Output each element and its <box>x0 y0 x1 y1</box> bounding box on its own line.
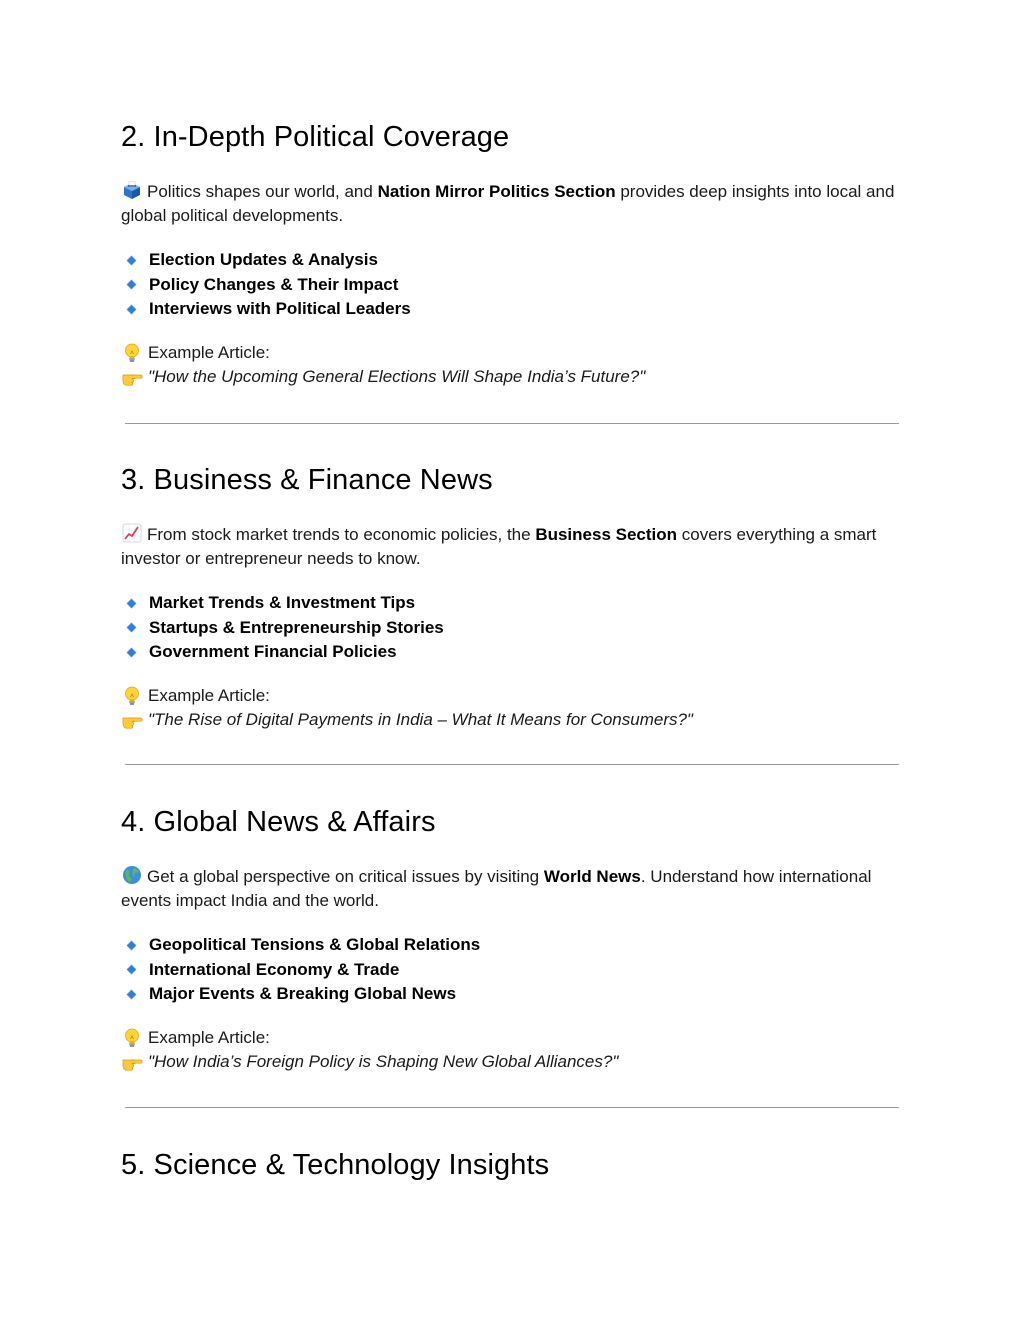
example-article-title: "How the Upcoming General Elections Will Shape India’s Future?" <box>148 366 646 386</box>
intro-bold-link: Business Section <box>535 525 678 544</box>
blue-diamond-icon <box>127 989 137 999</box>
list-item-text: Market Trends & Investment Tips <box>149 593 416 612</box>
section-heading: 2. In-Depth Political Coverage <box>121 121 510 153</box>
list-item-text: Startups & Entrepreneurship Stories <box>149 617 444 637</box>
light-bulb-icon <box>121 1027 143 1049</box>
list-item <box>121 933 901 958</box>
blue-diamond-icon <box>127 280 137 290</box>
list-item <box>121 982 901 1007</box>
intro-bold-link: Nation Mirror Politics Section <box>377 182 616 201</box>
example-block <box>121 684 901 732</box>
ballot-box-icon <box>121 179 143 201</box>
intro-text-after: . Understand how international events impact India and the world. <box>121 867 872 910</box>
list-item <box>121 591 901 616</box>
bullet-list <box>121 933 901 1007</box>
section-divider <box>125 764 899 765</box>
section-heading: 4. Global News & Affairs <box>121 806 436 838</box>
blue-diamond-icon <box>127 255 137 265</box>
section-divider <box>125 1107 899 1108</box>
example-label: Example Article: <box>148 1027 270 1047</box>
example-article-title: "How India’s Foreign Policy is Shaping New Global Alliances?" <box>148 1051 619 1071</box>
light-bulb-icon <box>121 685 143 707</box>
section-intro <box>121 522 901 571</box>
intro-bold-link: World News <box>543 867 641 886</box>
chart-increasing-icon <box>121 522 143 544</box>
section-political-coverage <box>121 119 901 389</box>
globe-icon <box>121 864 143 886</box>
list-item <box>121 248 901 273</box>
pointing-hand-icon <box>121 709 143 731</box>
example-label: Example Article: <box>148 685 270 705</box>
list-item-text: International Economy & Trade <box>149 959 400 979</box>
bullet-list <box>121 591 901 665</box>
list-item <box>121 273 901 298</box>
list-item-text: Geopolitical Tensions & Global Relations <box>149 935 481 954</box>
intro-text-after: covers everything a smart investor or entrepreneur needs to know. <box>121 525 877 568</box>
list-item-text: Government Financial Policies <box>149 642 397 661</box>
list-item <box>121 958 901 983</box>
list-item-text: Major Events & Breaking Global News <box>149 984 457 1003</box>
blue-diamond-icon <box>127 598 137 608</box>
example-label-line <box>121 341 901 365</box>
list-item-text: Election Updates & Analysis <box>149 250 378 269</box>
intro-text-before: Get a global perspective on critical issues by visiting <box>147 867 544 886</box>
example-title-line <box>121 1050 901 1074</box>
list-item <box>121 616 901 641</box>
intro-text-before: From stock market trends to economic policies, the <box>147 525 536 544</box>
light-bulb-icon <box>121 342 143 364</box>
list-item <box>121 640 901 665</box>
example-title-line <box>121 708 901 732</box>
section-heading: 5. Science & Technology Insights <box>121 1149 550 1181</box>
blue-diamond-icon <box>127 623 137 633</box>
blue-diamond-icon <box>127 965 137 975</box>
section-intro <box>121 864 901 913</box>
list-item-text: Policy Changes & Their Impact <box>149 274 399 294</box>
blue-diamond-icon <box>127 304 137 314</box>
pointing-hand-icon <box>121 366 143 388</box>
bullet-list <box>121 248 901 322</box>
section-business-finance <box>121 462 901 732</box>
example-article-title: "The Rise of Digital Payments in India – What It Means for Consumers?" <box>148 709 693 729</box>
blue-diamond-icon <box>127 647 137 657</box>
pointing-hand-icon <box>121 1051 143 1073</box>
example-label-line <box>121 684 901 708</box>
example-block <box>121 341 901 389</box>
intro-text-before: Politics shapes our world, and <box>147 182 378 201</box>
example-title-line <box>121 365 901 389</box>
example-label-line <box>121 1026 901 1050</box>
example-block <box>121 1026 901 1074</box>
section-science-technology <box>121 1147 901 1183</box>
list-item-text: Interviews with Political Leaders <box>149 299 411 318</box>
section-global-news <box>121 804 901 1074</box>
blue-diamond-icon <box>127 940 137 950</box>
section-heading: 3. Business & Finance News <box>121 464 493 496</box>
section-divider <box>125 423 899 424</box>
intro-text-after: provides deep insights into local and global political developments. <box>121 182 895 225</box>
list-item <box>121 297 901 322</box>
section-intro <box>121 179 901 228</box>
example-label: Example Article: <box>148 342 270 362</box>
